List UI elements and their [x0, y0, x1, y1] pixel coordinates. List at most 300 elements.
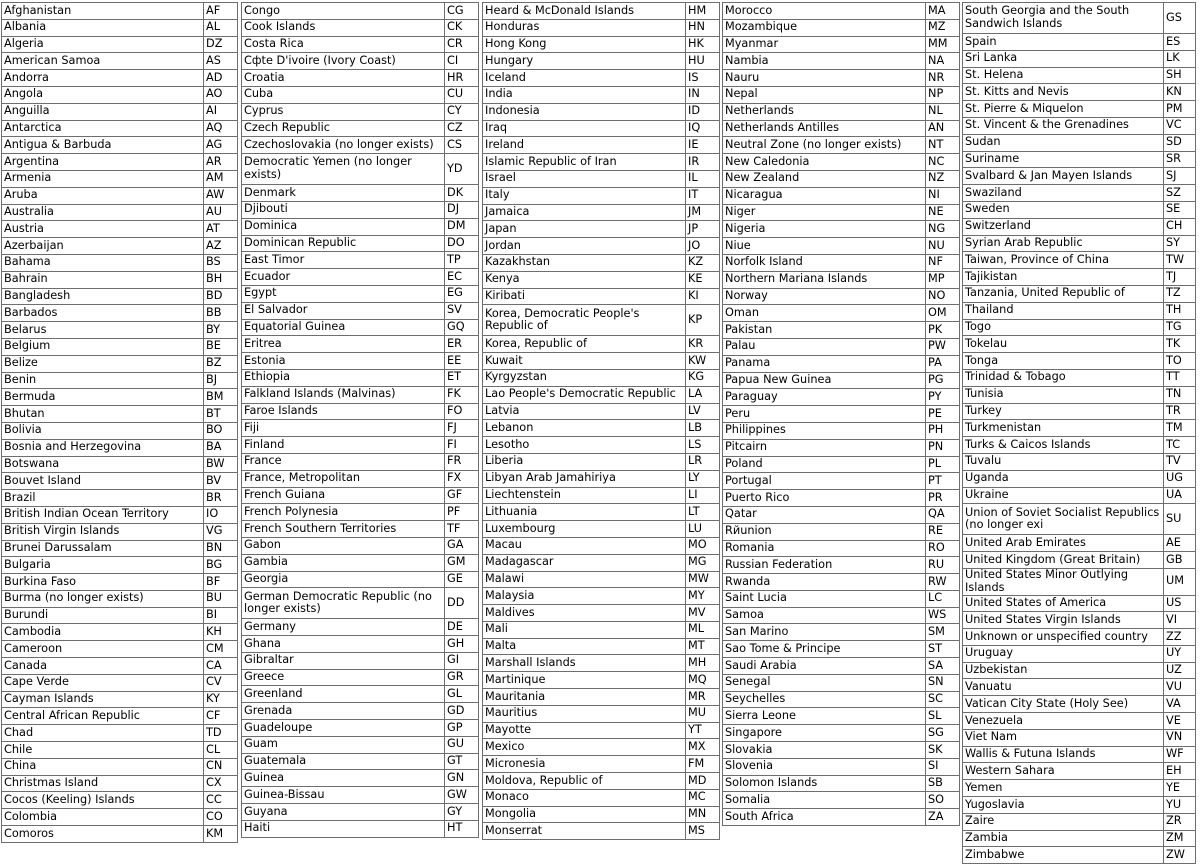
country-code-cell: PY	[926, 389, 960, 406]
country-name-cell: Papua New Guinea	[723, 372, 926, 389]
country-name-cell: Martinique	[483, 672, 686, 689]
country-name-cell: Malawi	[483, 571, 686, 588]
country-code-cell: SY	[1164, 235, 1196, 252]
table-row	[963, 3, 1196, 34]
country-code-cell: SR	[1164, 151, 1196, 168]
table-row	[483, 103, 720, 120]
country-name-cell: Antigua & Barbuda	[2, 137, 204, 154]
country-code-cell: CV	[204, 674, 238, 691]
table-row	[2, 406, 238, 423]
country-code-cell: CA	[204, 658, 238, 675]
country-name-cell: Netherlands	[723, 103, 926, 120]
country-name-cell: Pakistan	[723, 322, 926, 339]
country-name-cell: Sao Tome & Principe	[723, 641, 926, 658]
table-row	[723, 641, 960, 658]
country-code-cell: LA	[686, 386, 720, 403]
table-row	[2, 322, 238, 339]
country-name-cell: Poland	[723, 456, 926, 473]
country-name-cell: Bosnia and Herzegovina	[2, 439, 204, 456]
table-row	[483, 170, 720, 187]
country-name-cell: Tokelau	[963, 336, 1164, 353]
country-name-cell: Falkland Islands (Malvinas)	[242, 386, 445, 403]
country-code-cell: FJ	[445, 420, 479, 437]
country-name-cell: East Timor	[242, 252, 445, 269]
country-code-cell: FX	[445, 470, 479, 487]
country-code-cell: AZ	[204, 238, 238, 255]
table-row	[242, 252, 479, 269]
country-code-cell: ZR	[1164, 813, 1196, 830]
country-name-cell: Lao People's Democratic Republic	[483, 386, 686, 403]
table-row	[483, 336, 720, 353]
table-row	[242, 770, 479, 787]
country-code-cell: AN	[926, 120, 960, 137]
country-code-cell: KG	[686, 369, 720, 386]
country-name-cell: French Southern Territories	[242, 521, 445, 538]
country-name-cell: United Kingdom (Great Britain)	[963, 552, 1164, 569]
table-row	[963, 629, 1196, 646]
country-name-cell: Chile	[2, 742, 204, 759]
country-name-cell: Slovenia	[723, 758, 926, 775]
country-code-cell: US	[1164, 595, 1196, 612]
table-row	[483, 36, 720, 53]
country-name-cell: South Georgia and the South Sandwich Islands	[963, 3, 1164, 34]
country-code-cell: AM	[204, 170, 238, 187]
country-name-cell: Australia	[2, 204, 204, 221]
table-row	[723, 574, 960, 591]
table-row	[963, 830, 1196, 847]
country-code-cell: YT	[686, 722, 720, 739]
country-name-cell: Korea, Democratic People's Republic of	[483, 305, 686, 336]
country-code-cell: ZW	[1164, 847, 1196, 864]
country-name-cell: Germany	[242, 619, 445, 636]
table-row	[963, 535, 1196, 552]
country-name-cell: Cyprus	[242, 103, 445, 120]
country-code-cell: TJ	[1164, 269, 1196, 286]
country-name-cell: Armenia	[2, 170, 204, 187]
table-row	[2, 53, 238, 70]
country-name-cell: Comoros	[2, 826, 204, 843]
country-name-cell: Estonia	[242, 353, 445, 370]
country-name-cell: Tuvalu	[963, 453, 1164, 470]
country-name-cell: Sweden	[963, 201, 1164, 218]
country-name-cell: Somalia	[723, 792, 926, 809]
country-name-cell: Lebanon	[483, 420, 686, 437]
country-code-cell: BZ	[204, 355, 238, 372]
country-code-cell: LC	[926, 590, 960, 607]
country-name-cell: Egypt	[242, 285, 445, 302]
table-row	[483, 453, 720, 470]
table-row	[2, 305, 238, 322]
country-name-cell: Suriname	[963, 151, 1164, 168]
table-row	[963, 797, 1196, 814]
table-row	[2, 70, 238, 87]
table-row	[242, 636, 479, 653]
country-code-cell: VN	[1164, 729, 1196, 746]
country-code-cell: MU	[686, 705, 720, 722]
country-code-cell: CX	[204, 775, 238, 792]
country-name-cell: Tonga	[963, 353, 1164, 370]
table-row	[483, 3, 720, 20]
country-code-cell: SB	[926, 775, 960, 792]
country-name-cell: Puerto Rico	[723, 490, 926, 507]
table-row	[483, 86, 720, 103]
table-row	[2, 506, 238, 523]
country-name-cell: Nigeria	[723, 221, 926, 238]
table-row	[963, 101, 1196, 118]
country-name-cell: Andorra	[2, 70, 204, 87]
table-row	[963, 453, 1196, 470]
country-code-cell: PA	[926, 355, 960, 372]
country-code-cell: GY	[445, 804, 479, 821]
country-code-cell: NR	[926, 70, 960, 87]
table-row	[723, 658, 960, 675]
country-code-cell: CG	[445, 3, 479, 20]
country-code-cell: GI	[445, 652, 479, 669]
country-name-cell: Afghanistan	[2, 3, 204, 20]
country-code-cell: FM	[686, 756, 720, 773]
country-code-cell: AT	[204, 221, 238, 238]
country-code-cell: PR	[926, 490, 960, 507]
country-name-cell: Colombia	[2, 809, 204, 826]
table-row	[242, 619, 479, 636]
table-row	[963, 185, 1196, 202]
country-code-cell: TW	[1164, 252, 1196, 269]
table-row	[242, 403, 479, 420]
country-code-cell: IQ	[686, 120, 720, 137]
country-code-cell: BN	[204, 540, 238, 557]
country-code-cell: VC	[1164, 117, 1196, 134]
table-row	[242, 185, 479, 202]
country-name-cell: Liberia	[483, 453, 686, 470]
country-name-cell: Qatar	[723, 506, 926, 523]
table-row	[242, 720, 479, 737]
country-name-cell: Iraq	[483, 120, 686, 137]
country-code-cell: LR	[686, 453, 720, 470]
country-name-cell: Israel	[483, 170, 686, 187]
country-table-column-2	[241, 2, 479, 838]
country-name-cell: Sri Lanka	[963, 50, 1164, 67]
country-name-cell: Christmas Island	[2, 775, 204, 792]
country-name-cell: Canada	[2, 658, 204, 675]
table-row	[242, 804, 479, 821]
country-name-cell: Ecuador	[242, 269, 445, 286]
country-table	[962, 2, 1196, 864]
table-row	[963, 662, 1196, 679]
country-code-cell: BJ	[204, 372, 238, 389]
table-row	[2, 809, 238, 826]
country-code-cell: FK	[445, 386, 479, 403]
country-code-cell: SU	[1164, 504, 1196, 535]
table-row	[483, 554, 720, 571]
country-name-cell: Sudan	[963, 134, 1164, 151]
country-code-cell: CI	[445, 53, 479, 70]
country-name-cell: United States Minor Outlying Islands	[963, 568, 1164, 595]
country-name-cell: Maldives	[483, 605, 686, 622]
country-code-cell: ZA	[926, 809, 960, 826]
table-row	[242, 736, 479, 753]
country-code-cell: SV	[445, 302, 479, 319]
country-code-cell: CL	[204, 742, 238, 759]
country-code-cell: DZ	[204, 36, 238, 53]
country-code-cell: SL	[926, 708, 960, 725]
country-name-cell: Venezuela	[963, 713, 1164, 730]
table-row	[2, 758, 238, 775]
country-name-cell: Costa Rica	[242, 36, 445, 53]
country-name-cell: Mauritania	[483, 689, 686, 706]
country-code-cell: KW	[686, 353, 720, 370]
table-row	[2, 540, 238, 557]
country-name-cell: Kyrgyzstan	[483, 369, 686, 386]
country-name-cell: Barbados	[2, 305, 204, 322]
country-name-cell: Benin	[2, 372, 204, 389]
country-code-cell: CM	[204, 641, 238, 658]
table-row	[483, 504, 720, 521]
table-row	[242, 820, 479, 837]
country-name-cell: French Guiana	[242, 487, 445, 504]
country-code-cell: GF	[445, 487, 479, 504]
country-name-cell: Botswana	[2, 456, 204, 473]
country-code-cell: CC	[204, 792, 238, 809]
table-row	[483, 53, 720, 70]
country-code-cell: BE	[204, 338, 238, 355]
table-row	[483, 789, 720, 806]
country-name-cell: Greenland	[242, 686, 445, 703]
country-code-cell: GA	[445, 537, 479, 554]
country-name-cell: Guinea-Bissau	[242, 787, 445, 804]
table-row	[2, 137, 238, 154]
table-row	[483, 154, 720, 171]
country-code-cell: GQ	[445, 319, 479, 336]
country-name-cell: Ireland	[483, 137, 686, 154]
country-code-cell: BH	[204, 271, 238, 288]
table-row	[242, 103, 479, 120]
country-code-cell: TR	[1164, 403, 1196, 420]
country-name-cell: Russian Federation	[723, 557, 926, 574]
table-row	[242, 487, 479, 504]
country-name-cell: Finland	[242, 437, 445, 454]
country-code-cell: KP	[686, 305, 720, 336]
country-name-cell: Tanzania, United Republic of	[963, 285, 1164, 302]
country-code-cell: MA	[926, 3, 960, 20]
table-row	[723, 691, 960, 708]
country-name-cell: Jordan	[483, 238, 686, 255]
table-row	[242, 302, 479, 319]
country-name-cell: El Salvador	[242, 302, 445, 319]
country-code-cell: KZ	[686, 254, 720, 271]
table-row	[723, 36, 960, 53]
country-name-cell: Angola	[2, 86, 204, 103]
country-code-cell: GH	[445, 636, 479, 653]
country-code-cell: MR	[686, 689, 720, 706]
country-name-cell: Mali	[483, 621, 686, 638]
country-code-cell: AE	[1164, 535, 1196, 552]
country-name-cell: Rwanda	[723, 574, 926, 591]
country-code-cell: HN	[686, 19, 720, 36]
country-name-cell: Norfolk Island	[723, 254, 926, 271]
country-code-cell: GM	[445, 554, 479, 571]
country-name-cell: France, Metropolitan	[242, 470, 445, 487]
table-row	[963, 319, 1196, 336]
table-row	[723, 506, 960, 523]
table-row	[483, 672, 720, 689]
country-name-cell: Ethiopia	[242, 369, 445, 386]
country-code-cell: NE	[926, 204, 960, 221]
table-row	[723, 389, 960, 406]
country-code-cell: TF	[445, 521, 479, 538]
country-name-cell: Mauritius	[483, 705, 686, 722]
country-name-cell: Faroe Islands	[242, 403, 445, 420]
country-name-cell: Syrian Arab Republic	[963, 235, 1164, 252]
country-name-cell: St. Kitts and Nevis	[963, 84, 1164, 101]
country-name-cell: Yemen	[963, 780, 1164, 797]
country-name-cell: Union of Soviet Socialist Republics (no longer exi	[963, 504, 1164, 535]
table-row	[963, 201, 1196, 218]
country-code-cell: IS	[686, 70, 720, 87]
country-name-cell: Morocco	[723, 3, 926, 20]
country-name-cell: Solomon Islands	[723, 775, 926, 792]
country-name-cell: China	[2, 758, 204, 775]
table-row	[242, 285, 479, 302]
country-name-cell: Bulgaria	[2, 557, 204, 574]
table-row	[723, 406, 960, 423]
table-row	[242, 353, 479, 370]
country-code-cell: PL	[926, 456, 960, 473]
table-row	[242, 537, 479, 554]
table-row	[2, 187, 238, 204]
country-code-cell: YE	[1164, 780, 1196, 797]
country-name-cell: Tajikistan	[963, 269, 1164, 286]
country-code-cell: KN	[1164, 84, 1196, 101]
country-name-cell: Switzerland	[963, 218, 1164, 235]
country-name-cell: Central African Republic	[2, 708, 204, 725]
country-code-cell: IN	[686, 86, 720, 103]
country-name-cell: Bermuda	[2, 389, 204, 406]
table-row	[242, 652, 479, 669]
country-code-cell: YD	[445, 154, 479, 185]
table-row	[963, 285, 1196, 302]
country-name-cell: Swaziland	[963, 185, 1164, 202]
country-name-cell: Saint Lucia	[723, 590, 926, 607]
country-name-cell: Cocos (Keeling) Islands	[2, 792, 204, 809]
country-code-cell: IR	[686, 154, 720, 171]
country-code-cell: WS	[926, 607, 960, 624]
table-row	[2, 792, 238, 809]
country-code-cell: AF	[204, 3, 238, 20]
table-row	[483, 705, 720, 722]
table-row	[2, 826, 238, 843]
table-row	[242, 521, 479, 538]
table-row	[483, 19, 720, 36]
table-row	[723, 271, 960, 288]
country-name-cell: Djibouti	[242, 201, 445, 218]
country-name-cell: United States Virgin Islands	[963, 612, 1164, 629]
table-row	[2, 456, 238, 473]
country-name-cell: Bouvet Island	[2, 473, 204, 490]
table-row	[483, 238, 720, 255]
country-code-cell: ET	[445, 369, 479, 386]
table-row	[963, 302, 1196, 319]
country-code-cell: IT	[686, 187, 720, 204]
country-code-cell: QA	[926, 506, 960, 523]
country-code-cell: WF	[1164, 746, 1196, 763]
table-row	[483, 823, 720, 840]
country-name-cell: Islamic Republic of Iran	[483, 154, 686, 171]
country-name-cell: Congo	[242, 3, 445, 20]
country-table	[722, 2, 960, 826]
table-row	[2, 490, 238, 507]
country-code-cell: CS	[445, 137, 479, 154]
table-row	[483, 806, 720, 823]
country-name-cell: American Samoa	[2, 53, 204, 70]
table-row	[963, 117, 1196, 134]
country-code-cell: DM	[445, 218, 479, 235]
table-row	[483, 420, 720, 437]
country-name-cell: Micronesia	[483, 756, 686, 773]
country-name-cell: Jamaica	[483, 204, 686, 221]
country-name-cell: Hungary	[483, 53, 686, 70]
country-code-cell: AR	[204, 154, 238, 171]
table-row	[723, 204, 960, 221]
country-code-cell: EH	[1164, 763, 1196, 780]
country-name-cell: Niger	[723, 204, 926, 221]
country-name-cell: Moldova, Republic of	[483, 773, 686, 790]
country-code-cell: GE	[445, 571, 479, 588]
table-row	[2, 221, 238, 238]
country-code-cell: BD	[204, 288, 238, 305]
country-code-cell: BV	[204, 473, 238, 490]
country-code-cell: EG	[445, 285, 479, 302]
country-code-cell: SM	[926, 624, 960, 641]
country-code-cell: MO	[686, 537, 720, 554]
country-name-cell: Equatorial Guinea	[242, 319, 445, 336]
table-row	[963, 336, 1196, 353]
table-row	[723, 338, 960, 355]
table-row	[242, 369, 479, 386]
table-row	[963, 50, 1196, 67]
country-code-cell: LV	[686, 403, 720, 420]
country-code-cell: CR	[445, 36, 479, 53]
country-name-cell: Anguilla	[2, 103, 204, 120]
table-row	[963, 34, 1196, 51]
country-code-cell: GS	[1164, 3, 1196, 34]
country-code-cell: SA	[926, 658, 960, 675]
table-row	[242, 19, 479, 36]
table-row	[963, 269, 1196, 286]
country-code-cell: NO	[926, 288, 960, 305]
table-row	[2, 238, 238, 255]
country-name-cell: Singapore	[723, 725, 926, 742]
table-row	[723, 288, 960, 305]
country-code-cell: CU	[445, 86, 479, 103]
table-row	[963, 595, 1196, 612]
table-row	[723, 557, 960, 574]
country-code-cell: AL	[204, 19, 238, 36]
country-name-cell: San Marino	[723, 624, 926, 641]
country-code-cell: BS	[204, 254, 238, 271]
table-row	[2, 658, 238, 675]
table-row	[2, 674, 238, 691]
country-name-cell: Latvia	[483, 403, 686, 420]
country-name-cell: Norway	[723, 288, 926, 305]
table-row	[483, 353, 720, 370]
country-name-cell: New Zealand	[723, 170, 926, 187]
country-code-cell: MG	[686, 554, 720, 571]
table-row	[242, 137, 479, 154]
country-name-cell: Cook Islands	[242, 19, 445, 36]
table-row	[723, 238, 960, 255]
table-row	[2, 641, 238, 658]
country-code-cell: PT	[926, 473, 960, 490]
